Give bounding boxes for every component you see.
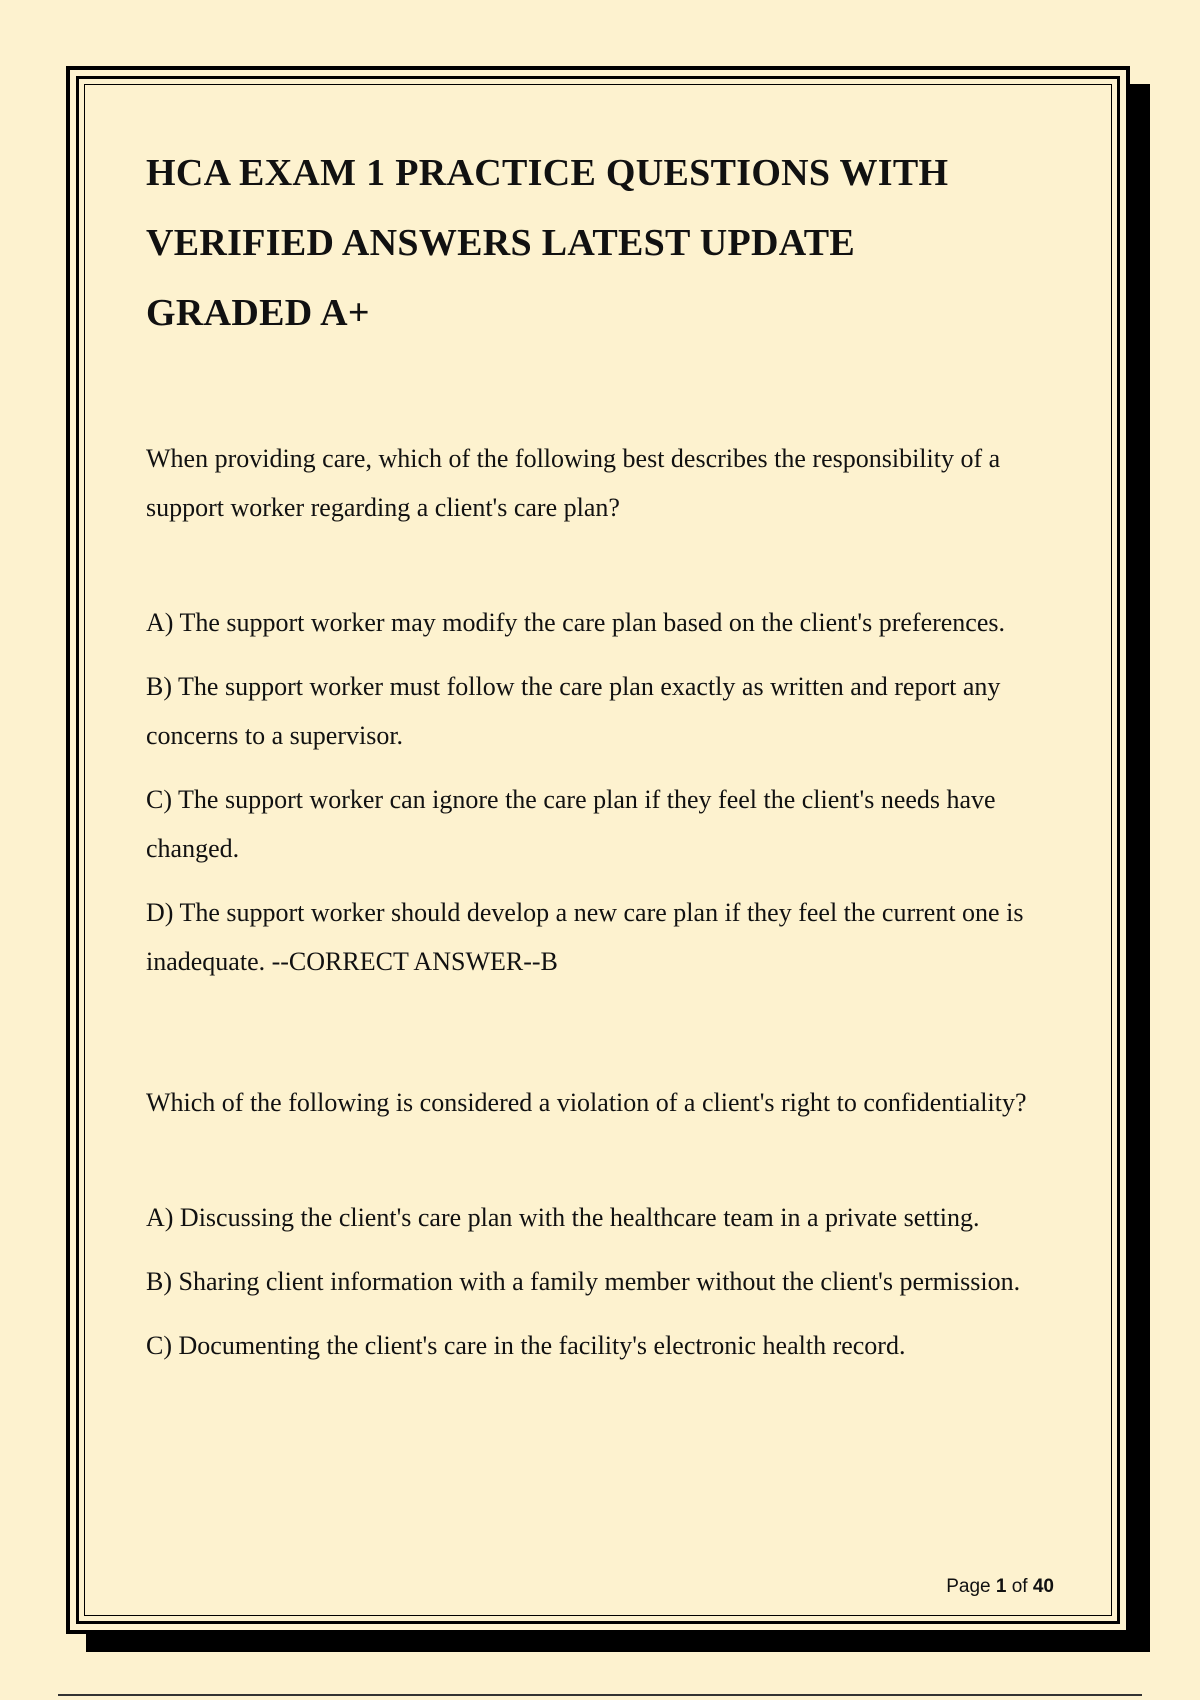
title-line: GRADED A+ [146,292,370,334]
question-1-option-a: A) The support worker may modify the care plan based on the client's preferences. [146,608,1006,637]
question-1-text: When providing care, which of the following best describes the responsibility of a support worker regarding a client's care plan? [146,444,1001,522]
page-word: Page [946,1576,991,1597]
question-1-option-b: B) The support worker must follow the care plan exactly as written and report any concerns to a supervisor. [146,672,1001,750]
total-pages: 40 [1032,1576,1054,1597]
page-content [146,138,1066,1385]
question-2-option-c: C) Documenting the client's care in the facility's electronic health record. [146,1331,906,1360]
title-line: HCA EXAM 1 PRACTICE QUESTIONS WITH [146,152,949,194]
document-title [146,138,1066,348]
question-2-option-b: B) Sharing client information with a family member without the client's permission. [146,1267,1021,1296]
title-line: VERIFIED ANSWERS LATEST UPDATE [146,222,856,264]
bottom-divider [58,1694,1142,1696]
question-1-option-d: D) The support worker should develop a new care plan if they feel the current one is inadequate. --CORRECT ANSWER--B [146,898,1024,976]
current-page: 1 [995,1576,1007,1597]
page-number [946,1576,1054,1598]
of-word: of [1011,1576,1028,1597]
question-2-text: Which of the following is considered a violation of a client's right to confidentiality? [146,1088,1027,1117]
question-2-option-a: A) Discussing the client's care plan with the healthcare team in a private setting. [146,1203,980,1232]
question-1-option-c: C) The support worker can ignore the care plan if they feel the client's needs have changed. [146,785,996,863]
